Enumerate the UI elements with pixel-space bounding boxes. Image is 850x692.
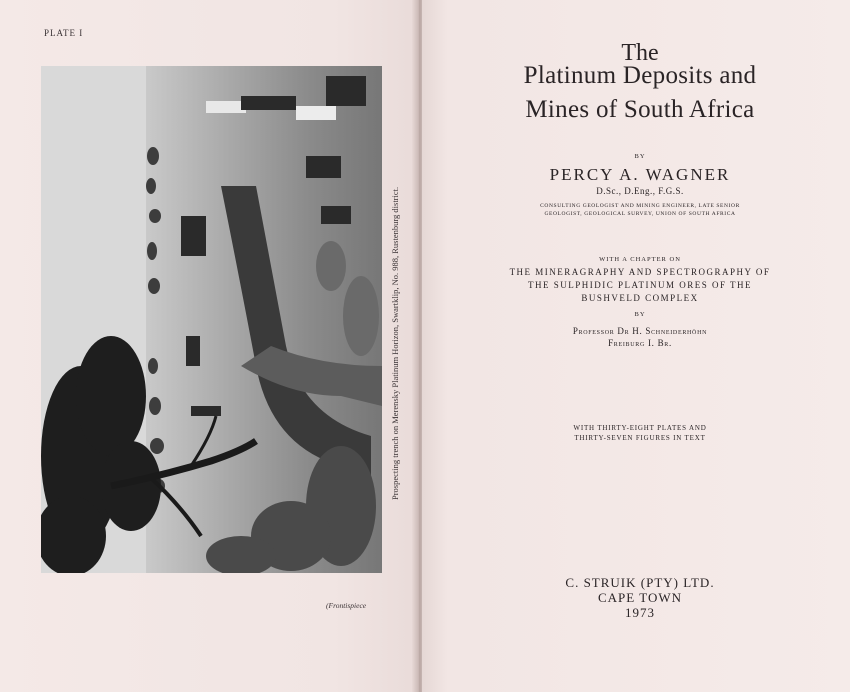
photo-caption: Prospecting trench on Merensky Platinum Horizon, Swartklip, No. 988, Rustenburg district.	[390, 186, 400, 500]
publisher-city: CAPE TOWN	[598, 590, 682, 605]
publisher-name: C. STRUIK (PTY) LTD.	[565, 575, 715, 590]
chapter-line-1: THE MINERAGRAPHY AND SPECTROGRAPHY OF	[509, 267, 771, 277]
professor-block	[470, 325, 810, 349]
frontispiece-photo	[41, 66, 382, 573]
author-affiliation	[470, 202, 810, 218]
left-page	[0, 0, 418, 692]
title-the-text: The	[621, 40, 659, 66]
plates-note	[470, 423, 810, 443]
affiliation-line-1: CONSULTING GEOLOGIST AND MINING ENGINEER, LATE SENIOR	[540, 203, 740, 209]
chapter-title	[470, 266, 810, 305]
author-name: PERCY A. WAGNER	[549, 165, 731, 184]
plates-line-1: WITH THIRTY-EIGHT PLATES AND	[573, 424, 707, 432]
title-line-2-text: Mines of South Africa	[525, 96, 755, 123]
frontispiece-label: (Frontispiece	[326, 601, 367, 610]
plate-label: PLATE I	[44, 28, 84, 38]
landscape-photo-icon	[41, 66, 382, 573]
title-line-2	[470, 96, 810, 124]
chapter-line-2: THE SULPHIDIC PLATINUM ORES OF THE	[527, 280, 753, 290]
publisher-block	[470, 575, 810, 620]
author-degrees: D.Sc., D.Eng., F.G.S.	[596, 186, 684, 196]
by-label-2: BY	[634, 311, 646, 318]
plates-line-2: THIRTY-SEVEN FIGURES IN TEXT	[574, 434, 706, 442]
title-line-1-text: Platinum Deposits and	[523, 62, 757, 89]
affiliation-line-2: GEOLOGIST, GEOLOGICAL SURVEY, UNION OF SOUTH AFRICA	[544, 211, 736, 217]
publication-year: 1973	[625, 605, 655, 620]
by-label: BY	[634, 153, 646, 160]
professor-name: Professor Dr H. Schneiderhöhn	[572, 326, 708, 336]
title-line-1	[470, 62, 810, 90]
professor-place: Freiburg I. Br.	[608, 338, 672, 348]
chapter-line-3: BUSHVELD COMPLEX	[581, 293, 699, 303]
chapter-intro: WITH A CHAPTER ON	[599, 256, 681, 263]
